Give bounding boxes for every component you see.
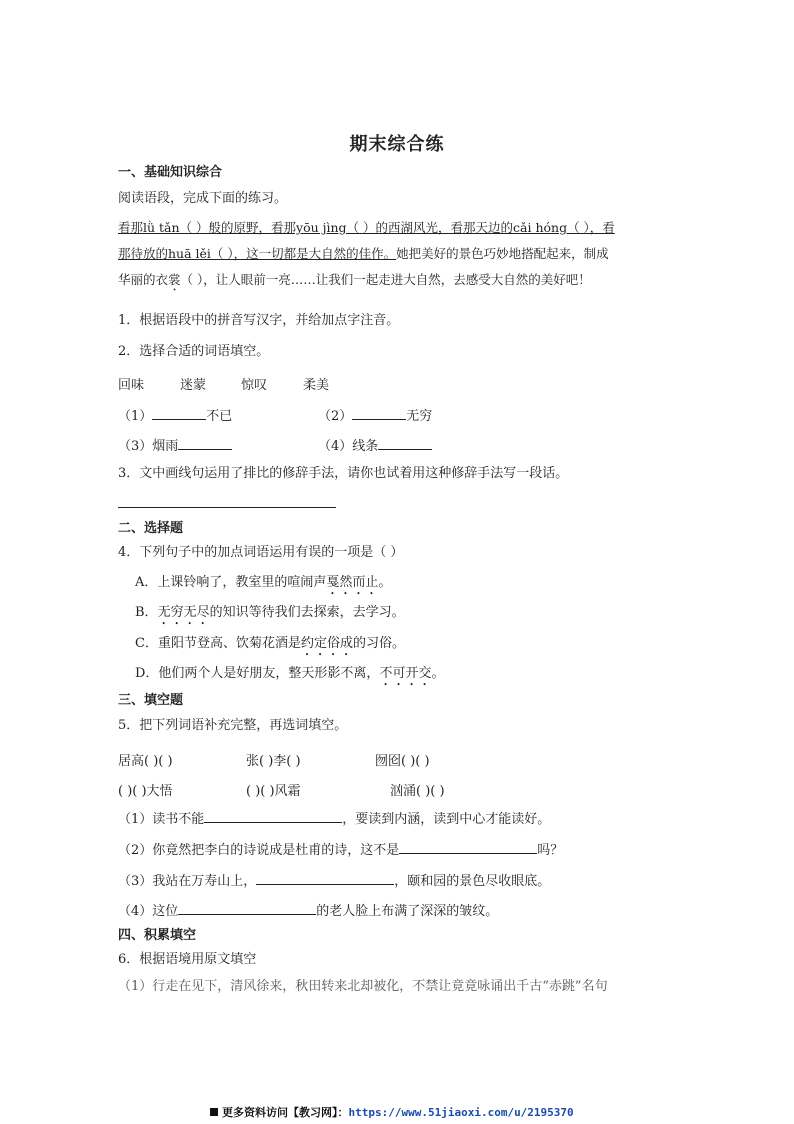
- word-option-2: 迷蒙: [180, 378, 207, 393]
- answer-blank[interactable]: [152, 407, 206, 420]
- word-option-3: 惊叹: [241, 378, 268, 393]
- fill-item-3: （3）烟雨: [118, 435, 232, 454]
- fill-item-4: （4）线条: [318, 435, 432, 454]
- option-a[interactable]: A．上课铃响了，教室里的喧闹声戛然而止。: [135, 575, 392, 590]
- page-title: 期末综合练: [349, 134, 445, 155]
- underlined-sentence: 看那lǜ tǎn（ ）般的原野，看那yōu jìng（ ）的西湖风光，看那天边的cǎi hóng（ ），看: [118, 220, 615, 235]
- section-heading-choice: 二、选择题: [118, 521, 184, 536]
- option-d[interactable]: D．他们两个人是好朋友，整天形影不离，不可开交。: [135, 666, 445, 681]
- passage-intro: 阅读语段，完成下面的练习。: [118, 191, 288, 206]
- option-b[interactable]: B．无穷无尽的知识等待我们去探索，去学习。: [135, 605, 405, 620]
- footer-url[interactable]: https://www.51jiaoxi.com/u/2195370: [348, 1106, 574, 1119]
- question-2: 2．选择合适的词语填空。: [118, 344, 270, 359]
- idiom-blank-3[interactable]: 囫囵( )( ): [375, 754, 430, 769]
- answer-blank[interactable]: [378, 437, 432, 450]
- fill-sentence-1: （1）读书不能 ，要读到内涵，读到中心才能读好。: [118, 812, 551, 827]
- fill-sentence-2: （2）你竟然把李白的诗说成是杜甫的诗，这不是 吗？: [118, 843, 564, 858]
- footer-link[interactable]: 更多资料访问【教习网】：https://www.51jiaoxi.com/u/2195370: [210, 1104, 574, 1120]
- question-1: 1．根据语段中的拼音写汉字，并给加点字注音。: [118, 313, 400, 328]
- option-c[interactable]: C．重阳节登高、饮菊花酒是约定俗成的习俗。: [135, 636, 405, 651]
- dotted-char: 裳: [168, 272, 181, 287]
- reading-passage: [118, 215, 663, 294]
- idiom-blank-6[interactable]: 汹涌( )( ): [390, 784, 445, 799]
- idiom-blank-5[interactable]: ( )( )风霜: [246, 784, 301, 799]
- fill-item-2: （2） 无穷: [318, 409, 433, 424]
- fill-sentence-4: （4）这位 的老人脸上布满了深深的皱纹。: [118, 904, 499, 919]
- section-heading-fill: 三、填空题: [118, 693, 184, 708]
- passage-line-1: [118, 215, 663, 241]
- idiom-blank-2[interactable]: 张( )李( ): [246, 754, 301, 769]
- fill-sentence-3: （3）我站在万寿山上， ，颐和园的景色尽收眼底。: [118, 874, 551, 889]
- answer-blank[interactable]: [399, 841, 537, 854]
- passage-line-2: 那待放的huā lěi（ ），这一切都是大自然的佳作。她把美好的景色巧妙地搭配起来，制成: [118, 246, 609, 261]
- section-heading-basics: 一、基础知识综合: [118, 165, 223, 180]
- idiom-blank-1[interactable]: 居高( )( ): [118, 754, 173, 769]
- answer-blank[interactable]: [178, 902, 316, 915]
- section-heading-accumulate: 四、积累填空: [118, 928, 197, 943]
- idiom-blank-4[interactable]: ( )( )大悟: [118, 784, 173, 799]
- question-6: 6．根据语境用原文填空: [118, 952, 257, 967]
- flag-icon: [210, 1108, 218, 1116]
- clipped-text-line: （1）行走在见下，清风徐来，秋田转来北却被化，不禁让竟竟咏诵出千古“赤跳”名句: [118, 979, 608, 994]
- underlined-sentence-end: 那待放的huā lěi（ ），这一切都是大自然的佳作。: [118, 246, 397, 261]
- word-option-4: 柔美: [303, 378, 330, 393]
- answer-blank[interactable]: [204, 810, 342, 823]
- answer-blank[interactable]: [256, 872, 394, 885]
- question-4: 4．下列句子中的加点词语运用有误的一项是（ ）: [118, 545, 404, 560]
- answer-blank[interactable]: [352, 407, 406, 420]
- question-5: 5．把下列词语补充完整，再选词填空。: [118, 718, 348, 733]
- passage-line-3: 华丽的衣裳（ ），让人眼前一亮……让我们一起走进大自然，去感受大自然的美好吧！: [118, 272, 591, 287]
- question-3: 3．文中画线句运用了排比的修辞手法，请你也试着用这种修辞手法写一段话。: [118, 466, 569, 481]
- answer-line[interactable]: [118, 507, 336, 508]
- answer-blank[interactable]: [178, 437, 232, 450]
- word-option-1: 回味: [118, 378, 145, 393]
- fill-item-1: （1） 不已: [118, 409, 233, 424]
